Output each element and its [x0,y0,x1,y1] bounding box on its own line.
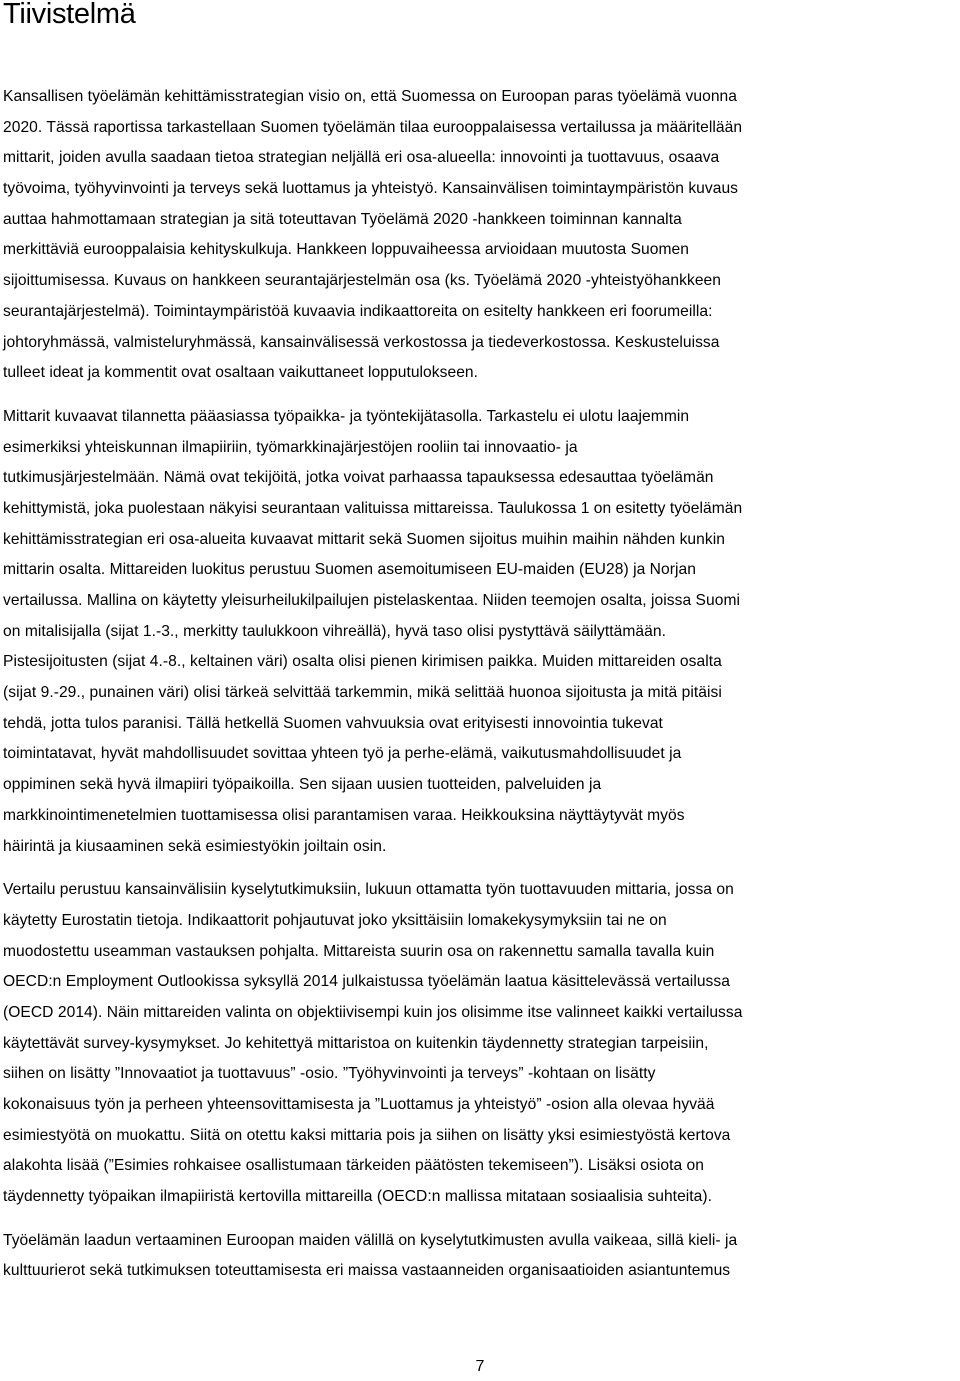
page-title: Tiivistelmä [3,0,136,30]
text-line: sijoittumisessa. Kuvaus on hankkeen seurantajärjestelmän osa (ks. Työelämä 2020 -yhteistyöhankkeen [3,272,721,290]
text-line: toimintatavat, hyvät mahdollisuudet sovittaa yhteen työ ja perhe-elämä, vaikutusmahdollisuudet ja [3,745,682,763]
paragraph [3,1226,958,1287]
paragraph [3,82,958,389]
text-line: työvoima, työhyvinvointi ja terveys sekä luottamus ja yhteistyö. Kansainvälisen toimintaympäristön kuvaus [3,180,739,198]
text-line: häirintä ja kiusaaminen sekä esimiestyökin joiltain osin. [3,837,387,855]
text-line: merkittäviä eurooppalaisia kehityskulkuja. Hankkeen loppuvaiheessa arvioidaan muutosta Suomen [3,241,689,259]
text-line: auttaa hahmottamaan strategian ja sitä toteuttavan Työelämä 2020 -hankkeen toiminnan kannalta [3,210,682,228]
text-line: esimiestyötä on muokattu. Siitä on otettu kaksi mittaria pois ja siihen on lisätty yksi esimiestyöstä kertova [3,1126,731,1144]
text-line: muodostettu useamman vastauksen pohjalta. Mittareista suurin osa on rakennettu samalla tavalla kuin [3,942,715,960]
text-line: esimerkiksi yhteiskunnan ilmapiiriin, työmarkkinajärjestöjen rooliin tai innovaatio- ja [3,438,578,456]
text-line: käytettävät survey-kysymykset. Jo kehitettyä mittaristoa on kuitenkin täydennetty strategian tarpeisiin, [3,1034,709,1052]
text-line: tehdä, jotta tulos paranisi. Tällä hetkellä Suomen vahvuuksia ovat erityisesti innovointia tukevat [3,714,663,732]
text-line: tutkimusjärjestelmään. Nämä ovat tekijöitä, jotka voivat parhaassa tapauksessa edesauttaa työelämän [3,469,714,487]
text-line: käytetty Eurostatin tietoja. Indikaattorit pohjautuvat joko yksittäisiin lomakekysymyksiin tai ne on [3,911,667,929]
text-line: (OECD 2014). Näin mittareiden valinta on objektiivisempi kuin jos olisimme itse valinneet kaikki vertailussa [3,1003,743,1021]
text-line: vertailussa. Mallina on käytetty yleisurheilukilpailujen pistelaskentaa. Niiden teemojen osalta, joissa Suomi [3,592,740,609]
text-line: kehittämisstrategian eri osa-alueita kuvaavat mittarit sekä Suomen sijoitus muihin maihin nähden kunkin [3,530,725,548]
text-line: (sijat 9.-29., punainen väri) olisi tärkeä selvittää tarkemmin, mikä selittää huonoa sijoitusta ja mitä pitäisi [3,684,722,702]
text-line: johtoryhmässä, valmisteluryhmässä, kansainvälisessä verkostossa ja tiedeverkostossa. Keskusteluissa [3,333,720,351]
text-line: 2020. Tässä raportissa tarkastellaan Suomen työelämän tilaa eurooppalaisessa vertailussa ja määritellään [3,118,743,136]
text-line: Kansallisen työelämän kehittämisstrategian visio on, että Suomessa on Euroopan paras työelämä vuonna [3,88,737,105]
text-line: Vertailu perustuu kansainvälisiin kyselytutkimuksiin, lukuun ottamatta työn tuottavuuden mittaria, jossa on [3,881,734,899]
paragraph [3,875,958,1213]
text-line: kulttuurierot sekä tutkimuksen toteuttamisesta eri maissa vastaanneiden organisaatioiden asiantuntemus [3,1262,731,1280]
text-line: on mitalisijalla (sijat 1.-3., merkitty taulukkoon vihreällä), hyvä taso olisi pystyttävä säilyttämään. [3,622,666,640]
text-line: Työelämän laadun vertaaminen Euroopan maiden välillä on kyselytutkimusten avulla vaikeaa, sillä kieli- ja [3,1231,738,1249]
text-line: markkinointimenetelmien tuottamisessa olisi parantamisen varaa. Heikkouksina näyttäytyvät myös [3,806,685,824]
text-line: kehittymistä, joka puolestaan näkyisi seurantaan valituissa mittareissa. Taulukossa 1 on esitetty työelämän [3,499,743,517]
text-line: täydennetty työpaikan ilmapiiristä kertovilla mittareilla (OECD:n mallissa mitataan sosiaalisia suhteita). [3,1188,713,1206]
text-line: seurantajärjestelmä). Toimintaympäristöä kuvaavia indikaattoreita on esitelty hankkeen eri foorumeilla: [3,302,713,320]
text-line: siihen on lisätty ”Innovaatiot ja tuottavuus” -osio. ”Työhyvinvointi ja terveys” -kohtaan on lisätty [3,1065,656,1083]
text-line: oppiminen sekä hyvä ilmapiiri työpaikoilla. Sen sijaan uusien tuotteiden, palveluiden ja [3,776,602,794]
text-line: OECD:n Employment Outlookissa syksyllä 2014 julkaistussa työelämän laatua käsittelevässä vertailussa [3,973,730,991]
paragraph [3,402,958,862]
body-text [3,82,958,1300]
text-line: Mittarit kuvaavat tilannetta pääasiassa työpaikka- ja työntekijätasolla. Tarkastelu ei ulotu laajemmin [3,407,690,425]
text-line: mittarit, joiden avulla saadaan tietoa strategian neljällä eri osa-alueella: innovointi ja tuottavuus, osaava [3,149,720,167]
text-line: mittarin osalta. Mittareiden luokitus perustuu Suomen asemoitumiseen EU-maiden (EU28) ja Norjan [3,561,696,579]
page-number: 7 [475,1358,485,1375]
text-line: tulleet ideat ja kommentit ovat osaltaan vaikuttaneet lopputulokseen. [3,364,479,382]
text-line: kokonaisuus työn ja perheen yhteensovittamisesta ja ”Luottamus ja yhteistyö” -osion alla olevaa hyvää [3,1096,715,1113]
text-line: Pistesijoitusten (sijat 4.-8., keltainen väri) osalta olisi pienen kirimisen paikka. Muiden mittareiden osalta [3,653,722,671]
text-line: alakohta lisää (”Esimies rohkaisee osallistumaan tärkeiden päätösten tekemiseen”). Lisäksi osiota on [3,1157,705,1175]
